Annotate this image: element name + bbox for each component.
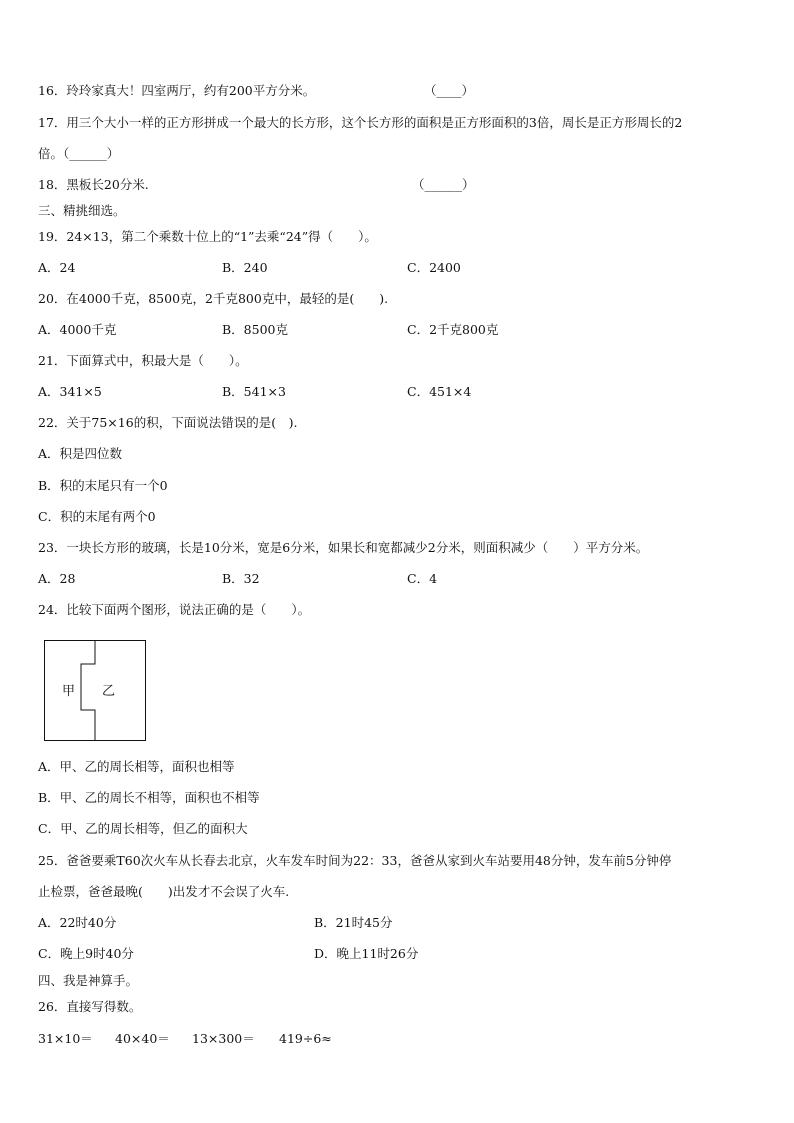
shape-comparison-figure [44, 640, 146, 741]
answer-blank-18[interactable]: （______） [412, 177, 475, 192]
question-25-text-line1: 25．爸爸要乘T60次火车从长春去北京，火车发车时间为22：33，爸爸从家到火车站要用48分钟，发车前5分钟停 [38, 853, 672, 868]
question-18-text: 18．黑板长20分米. [38, 177, 149, 192]
question-16-text: 16．玲玲家真大！四室两厅，约有200平方分米。 [38, 83, 316, 98]
q20-option-a[interactable]: A．4000千克 [38, 322, 117, 337]
calc-item-4: 419÷6≈ [279, 1031, 332, 1046]
q24-option-b[interactable]: B．甲、乙的周长不相等，面积也不相等 [38, 790, 260, 805]
q22-option-c[interactable]: C．积的末尾有两个0 [38, 509, 156, 524]
question-23-text: 23．一块长方形的玻璃，长是10分米，宽是6分米，如果长和宽都减少2分米，则面积减少（ ）平方分米。 [38, 540, 649, 555]
figure-divider-line [81, 641, 95, 741]
calc-item-1: 31×10＝ [38, 1031, 93, 1046]
question-17-text-line1: 17．用三个大小一样的正方形拼成一个最大的长方形，这个长方形的面积是正方形面积的3倍，周长是正方形周长的2 [38, 115, 683, 130]
section-4-heading: 四、我是神算手。 [38, 973, 139, 988]
q25-option-b[interactable]: B．21时45分 [314, 915, 393, 930]
q19-option-a[interactable]: A．24 [38, 260, 76, 275]
q20-option-b[interactable]: B．8500克 [222, 322, 288, 337]
figure-label-jia: 甲 [62, 684, 76, 699]
q21-option-b[interactable]: B．541×3 [222, 384, 286, 399]
q23-option-b[interactable]: B．32 [222, 571, 260, 586]
question-26-text: 26．直接写得数。 [38, 999, 142, 1014]
q24-option-c[interactable]: C．甲、乙的周长相等，但乙的面积大 [38, 821, 248, 836]
figure-label-yi: 乙 [102, 684, 116, 699]
figure-svg [44, 640, 146, 741]
question-25-text-line2: 止检票，爸爸最晚( )出发才不会误了火车. [38, 884, 290, 899]
question-21-text: 21．下面算式中，积最大是（ ）。 [38, 353, 248, 368]
question-17-text-line2: 倍。（______） [38, 146, 120, 161]
question-24-text: 24．比较下面两个图形，说法正确的是（ ）。 [38, 602, 311, 617]
q22-option-a[interactable]: A．积是四位数 [38, 446, 123, 461]
question-22-text: 22．关于75×16的积，下面说法错误的是( ). [38, 415, 298, 430]
section-3-heading: 三、精挑细选。 [38, 203, 126, 218]
calc-item-2: 40×40＝ [115, 1031, 170, 1046]
q21-option-a[interactable]: A．341×5 [38, 384, 102, 399]
q25-option-d[interactable]: D．晚上11时26分 [314, 946, 419, 961]
q24-option-a[interactable]: A．甲、乙的周长相等，面积也相等 [38, 759, 235, 774]
q22-option-b[interactable]: B．积的末尾只有一个0 [38, 478, 168, 493]
calc-item-3: 13×300＝ [192, 1031, 255, 1046]
q25-option-a[interactable]: A．22时40分 [38, 915, 117, 930]
q20-option-c[interactable]: C．2千克800克 [407, 322, 499, 337]
q19-option-b[interactable]: B．240 [222, 260, 268, 275]
answer-blank-16[interactable]: （____） [424, 83, 475, 98]
q25-option-c[interactable]: C．晚上9时40分 [38, 946, 134, 961]
q23-option-c[interactable]: C．4 [407, 571, 438, 586]
q23-option-a[interactable]: A．28 [38, 571, 76, 586]
q19-option-c[interactable]: C．2400 [407, 260, 461, 275]
q21-option-c[interactable]: C．451×4 [407, 384, 472, 399]
question-19-text: 19．24×13，第二个乘数十位上的“1”去乘“24”得（ ）。 [38, 229, 377, 244]
question-20-text: 20．在4000千克，8500克，2千克800克中，最轻的是( ). [38, 291, 389, 306]
